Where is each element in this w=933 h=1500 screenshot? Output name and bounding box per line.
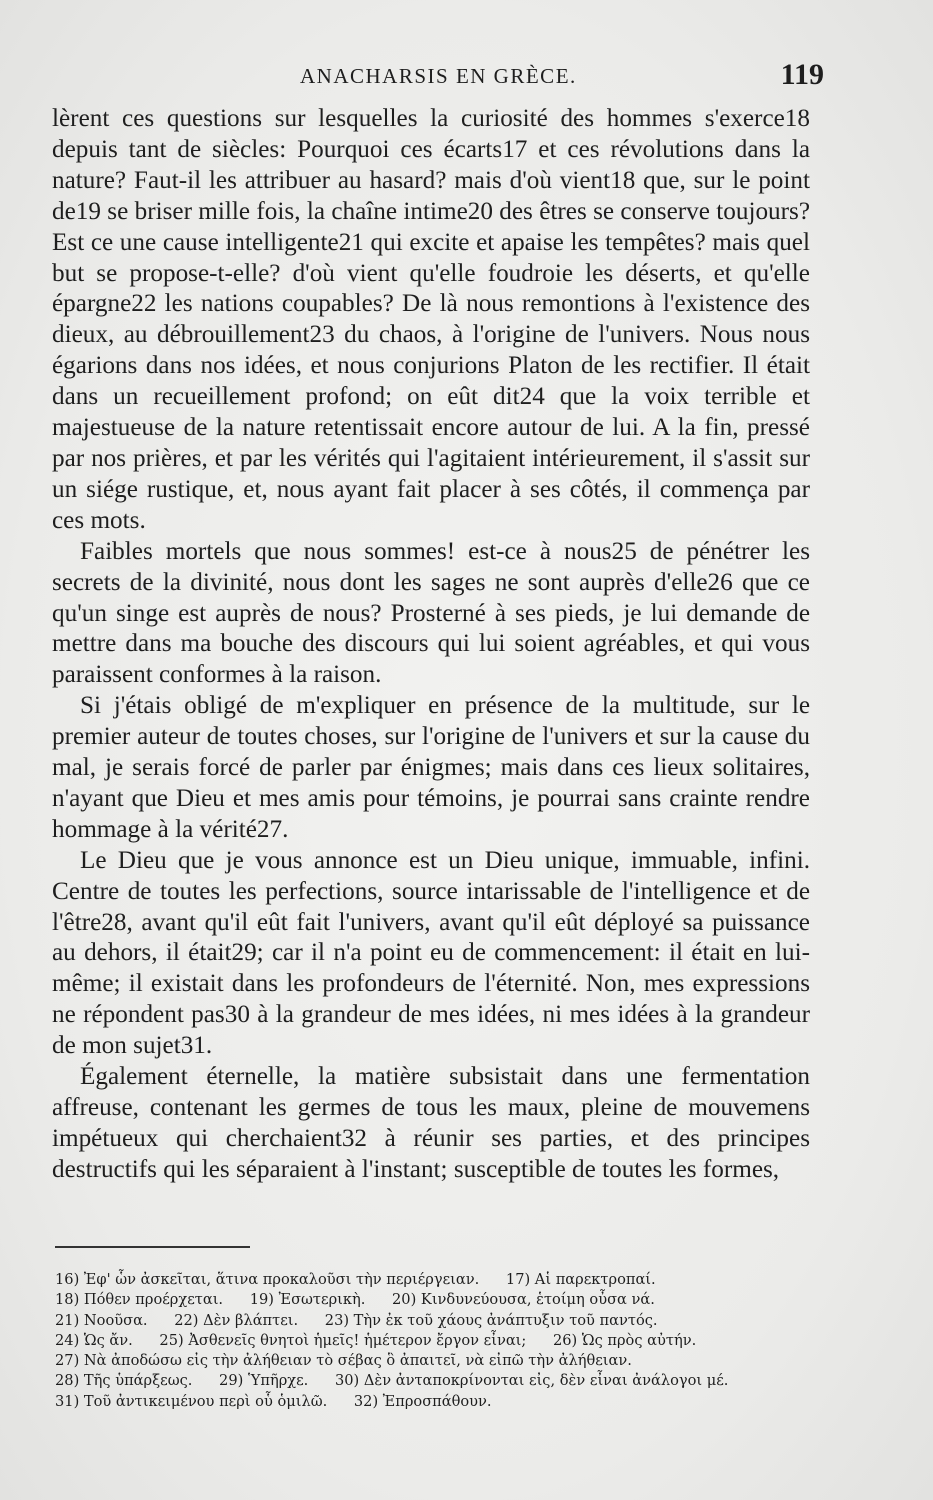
- footnote-line: [55, 1311, 815, 1331]
- running-title: ANACHARSIS EN GRÈCE.: [300, 64, 577, 88]
- page-header: [52, 58, 824, 98]
- footnote: 22) Δὲν βλάπτει.: [174, 1311, 299, 1329]
- footnote-line: [55, 1392, 815, 1412]
- footnotes: [55, 1270, 815, 1412]
- body-text: [52, 104, 810, 1186]
- paragraph: Faibles mortels que nous sommes! est-ce à nous25 de pénétrer les secrets de la divinité, nous dont les sages ne sont auprès d'elle26 que ce qu'un singe est auprès de nous? Prosterné à ses pieds, je lui demande de mettre dans ma bouche des discours qui lui soient agréables, et qui vous paraissent conformes à la raison.: [52, 537, 810, 689]
- footnote: 29) Ὑπῆρχε.: [219, 1372, 309, 1390]
- paragraph: Le Dieu que je vous annonce est un Dieu unique, immuable, infini. Centre de toutes les perfections, source intarissable de l'intelligence et de l'être28, avant qu'il eût fait l'univers, avant qu'il eût déployé sa puissance au dehors, il était29; car il n'a point eu de commencement: il était en lui-même; il existait dans les profondeurs de l'éternité. Non, mes expressions ne répondent pas30 à la grandeur de mes idées, ni mes idées à la grandeur de mon sujet31.: [52, 846, 810, 1060]
- paragraph: lèrent ces questions sur lesquelles la curiosité des hommes s'exerce18 depuis tant de siècles: Pourquoi ces écarts17 et ces révolutions dans la nature? Faut-il les attribuer au hasard? mais d'où vient18 que, sur le point de19 se briser mille fois, la chaîne intime20 des êtres se conserve toujours? Est ce une cause intelligente21 qui excite et apaise les tempêtes? mais quel but se propose-t-elle? d'où vient qu'elle foudroie les déserts, et qu'elle épargne22 les nations coupables? De là nous remontions à l'existence des dieux, au débrouillement23 du chaos, à l'origine de l'univers. Nous nous égarions dans nos idées, et nous conjurions Platon de les rectifier. Il était dans un recueillement profond; on eût dit24 que la voix terrible et majestueuse de la nature retentissait encore autour de lui. A la fin, pressé par nos prières, et par les vérités qui l'agitaient intérieurement, il s'assit sur un siége rustique, et, nous ayant fait placer à ses côtés, il commença par ces mots.: [52, 105, 810, 534]
- paragraph: Également éternelle, la matière subsistait dans une fermentation affreuse, contenant les germes de tous les maux, pleine de mouvemens impétueux qui cherchaient32 à réunir ses parties, et des principes destructifs qui les séparaient à l'instant; susceptible de toutes les formes,: [52, 1063, 810, 1183]
- footnote: 28) Τῆς ὑπάρξεως.: [55, 1372, 193, 1390]
- footnote: 27) Νὰ ἀποδώσω εἰς τὴν ἀλήθειαν τὸ σέβας ὃ ἀπαιτεῖ, νὰ εἰπῶ τὴν ἀλήθειαν.: [55, 1352, 632, 1370]
- footnote: 25) Ἀσθενεῖς θνητοὶ ἡμεῖς! ἡμέτερον ἔργον εἶναι;: [159, 1331, 527, 1349]
- footnote: 30) Δὲν ἀνταποκρίνονται εἰς, δὲν εἶναι ἀνάλογοι μέ.: [334, 1372, 729, 1390]
- footnote: 18) Πόθεν προέρχεται.: [55, 1291, 224, 1309]
- footnote: 32) Ἐπροσπάθουν.: [353, 1392, 492, 1410]
- footnote: 17) Αἱ παρεκτροπαί.: [505, 1271, 656, 1288]
- footnote: 31) Τοῦ ἀντικειμένου περὶ οὗ ὁμιλῶ.: [55, 1392, 328, 1410]
- footnote: 16) Ἐφ' ὧν ἀσκεῖται, ἅτινα προκαλοῦσι τὴν περιέργειαν.: [55, 1271, 480, 1288]
- paragraph: Si j'étais obligé de m'expliquer en présence de la multitude, sur le premier auteur de toutes choses, sur l'origine de l'univers et sur la cause du mal, je serais forcé de parler par énigmes; mais dans ces lieux solitaires, n'ayant que Dieu et mes amis pour témoins, je pourrai sans crainte rendre hommage à la vérité27.: [52, 692, 810, 843]
- footnote-line: [55, 1331, 815, 1351]
- footnote: 23) Τὴν ἐκ τοῦ χάους ἀνάπτυξιν τοῦ παντός.: [324, 1311, 658, 1329]
- footnote-line: [55, 1290, 815, 1310]
- footnote: 21) Νοοῦσα.: [55, 1311, 148, 1329]
- footnote-divider: [55, 1246, 250, 1248]
- footnote: 26) Ὡς πρὸς αὐτήν.: [552, 1331, 697, 1349]
- footnote-line: [55, 1351, 815, 1371]
- footnote: 19) Ἐσωτερικὴ.: [249, 1291, 366, 1309]
- page-number: 119: [780, 58, 824, 91]
- footnote-line: [55, 1270, 815, 1290]
- footnote-line: [55, 1371, 815, 1391]
- footnote: 20) Κινδυνεύουσα, ἑτοίμη οὖσα νά.: [392, 1291, 655, 1309]
- footnote: 24) Ὡς ἄν.: [55, 1331, 133, 1349]
